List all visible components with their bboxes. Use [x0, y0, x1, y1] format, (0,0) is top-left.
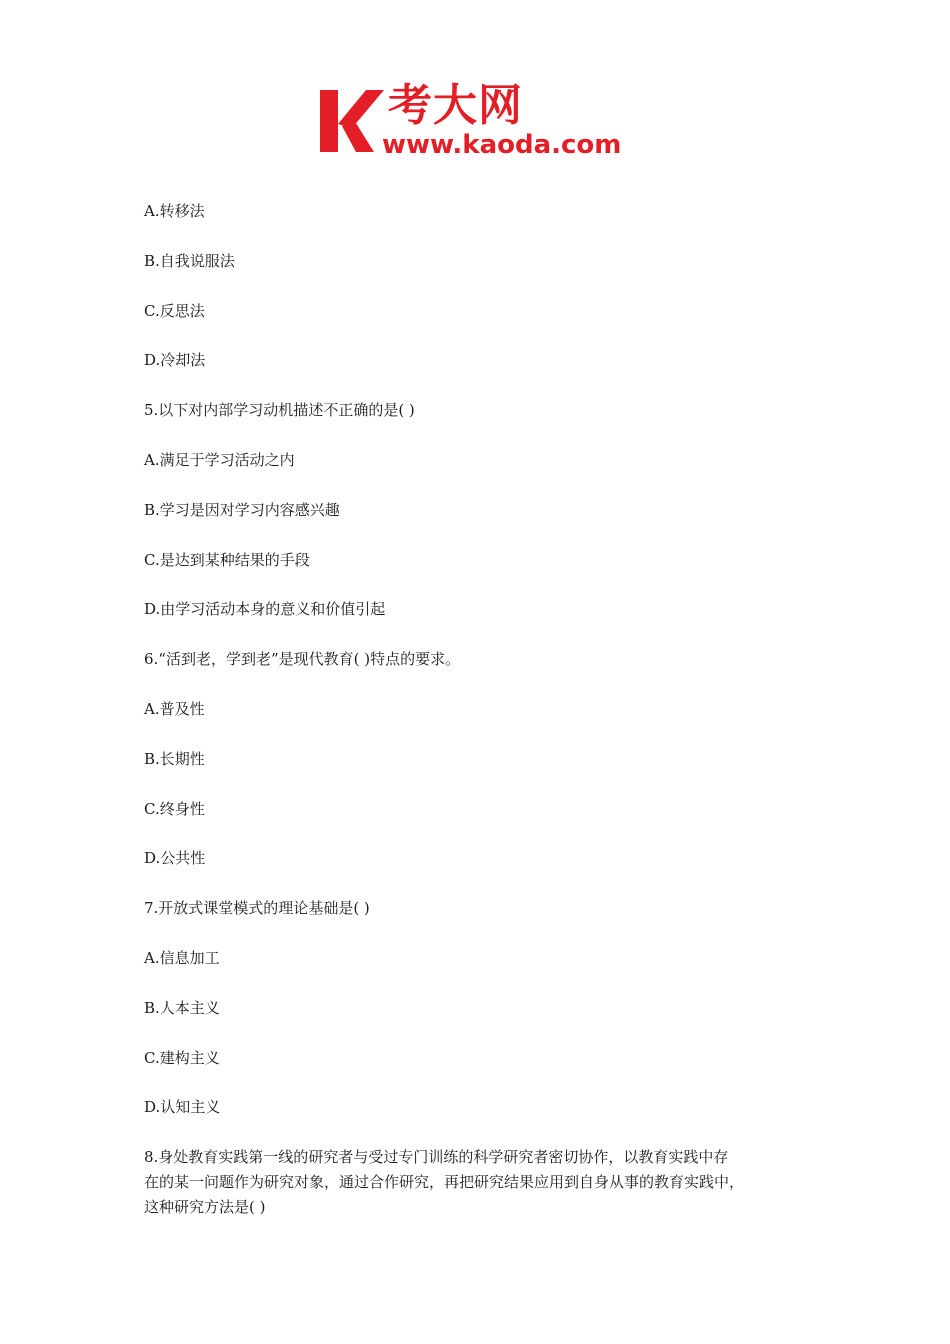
option-c: C.终身性 — [144, 799, 205, 818]
question-7: 7.开放式课堂模式的理论基础是( ) — [144, 899, 370, 918]
question-8-line-1: 8.身处教育实践第一线的研究者与受过专门训练的科学研究者密切协作，以教育实践中存 — [144, 1148, 729, 1167]
kaoda-logo — [318, 80, 638, 162]
option-c: C.是达到某种结果的手段 — [144, 550, 310, 569]
option-d: D.认知主义 — [144, 1098, 221, 1117]
option-b: B.学习是因对学习内容感兴趣 — [144, 500, 340, 519]
option-a: A.普及性 — [144, 699, 205, 718]
option-b: B.人本主义 — [144, 998, 220, 1017]
option-b: B.长期性 — [144, 749, 205, 768]
logo-url: www.kaoda.com — [382, 130, 622, 160]
document-body — [144, 199, 824, 1220]
question-6: 6.“活到老，学到老”是现代教育( )特点的要求。 — [144, 650, 461, 669]
question-5: 5.以下对内部学习动机描述不正确的是( ) — [144, 401, 415, 420]
question-8-line-3: 这种研究方法是( ) — [144, 1198, 266, 1217]
option-c: C.反思法 — [144, 301, 205, 320]
question-8 — [144, 1145, 824, 1220]
option-c: C.建构主义 — [144, 1048, 220, 1067]
question-8-line-2: 在的某一问题作为研究对象，通过合作研究，再把研究结果应用到自身从事的教育实践中， — [144, 1173, 745, 1192]
option-a: A.信息加工 — [144, 948, 220, 967]
option-d: D.冷却法 — [144, 351, 206, 370]
option-a: A.满足于学习活动之内 — [144, 450, 295, 469]
logo-chinese-name: 考大网 — [388, 80, 523, 131]
option-d: D.由学习活动本身的意义和价值引起 — [144, 600, 386, 619]
option-d: D.公共性 — [144, 849, 206, 868]
option-a: A.转移法 — [144, 202, 205, 220]
option-b: B.自我说服法 — [144, 251, 235, 270]
k-logo-icon — [318, 86, 386, 156]
